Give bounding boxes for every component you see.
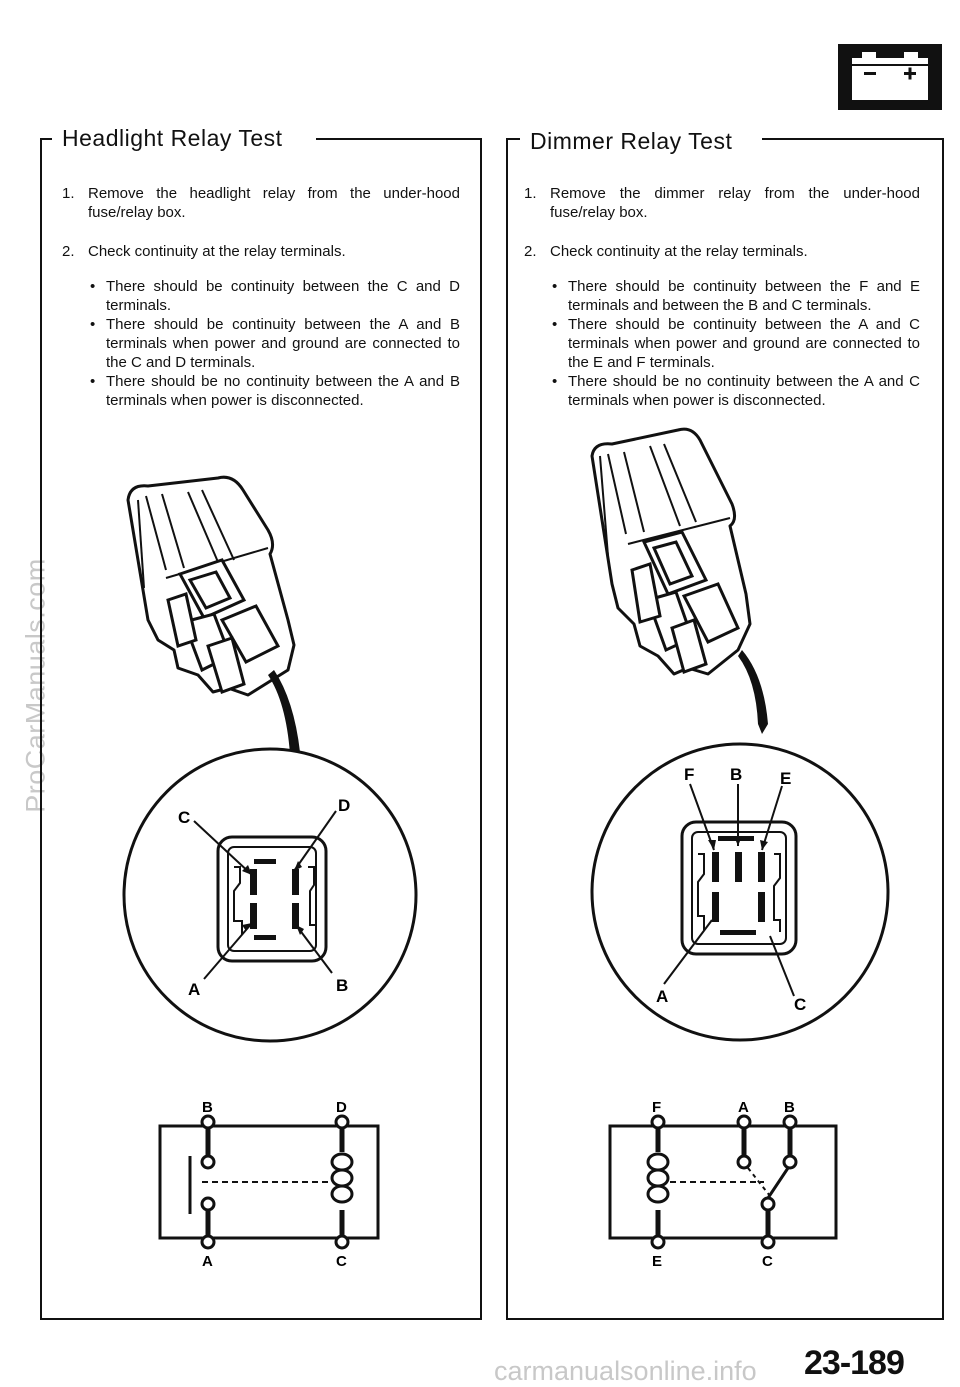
headlight-relay-schematic [150,1096,390,1276]
headlight-panel-top-left [40,138,52,140]
bullet-dot-icon: • [90,278,96,295]
bullet-dot-icon: • [552,373,558,390]
bullet-text: There should be continuity between the A and C terminals when power and ground are connected to the E and F terminals. [568,316,920,371]
connector-label-b: B [336,976,349,995]
side-watermark: ProCarManuals.com [20,558,51,813]
connector-label-c: C [794,995,807,1014]
dimmer-step-2 [524,242,920,261]
step-number: 1. [62,185,75,202]
step-number: 2. [62,243,75,260]
headlight-bullets [62,277,460,410]
step-number: 1. [524,185,537,202]
schematic-label-d: D [336,1099,347,1116]
headlight-bullet [86,372,460,410]
step-text: Check continuity at the relay terminals. [88,243,346,260]
headlight-bullet [86,315,460,372]
connector-label-a: A [188,980,201,999]
step-text: Check continuity at the relay terminals. [550,243,808,260]
dimmer-step-1 [524,184,920,222]
headlight-connector-detail [118,745,428,1045]
dimmer-title: Dimmer Relay Test [530,128,733,154]
bullet-dot-icon: • [90,316,96,333]
schematic-label-a: A [202,1253,213,1270]
bullet-text: There should be continuity between the A and B terminals when power and ground are connected to the C and D terminals. [106,316,460,371]
dimmer-steps [524,184,920,410]
connector-label-e: E [780,769,792,788]
bullet-text: There should be no continuity between the A and B terminals when power is disconnected. [106,373,460,409]
connector-label-a: A [656,987,669,1006]
dimmer-bullet [548,315,920,372]
connector-label-f: F [684,765,695,784]
dimmer-relay-illustration [578,424,768,734]
schematic-label-e: E [652,1253,663,1270]
dimmer-connector-detail [584,740,904,1048]
page-number: 23-189 [804,1344,904,1382]
bullet-dot-icon: • [552,316,558,333]
step-text: Remove the dimmer relay from the under-hood fuse/relay box. [550,185,920,221]
connector-label-c: C [178,808,191,827]
step-number: 2. [524,243,537,260]
battery-icon [838,44,942,110]
step-text: Remove the headlight relay from the under-hood fuse/relay box. [88,185,460,221]
dimmer-panel-top-left [506,138,520,140]
schematic-label-c: C [762,1253,773,1270]
dimmer-bullet [548,277,920,315]
dimmer-bullets [524,277,920,410]
bullet-dot-icon: • [90,373,96,390]
schematic-label-b: B [784,1099,795,1116]
connector-label-d: D [338,796,351,815]
schematic-label-f: F [652,1099,662,1116]
schematic-label-b: B [202,1099,213,1116]
dimmer-bullet [548,372,920,410]
dimmer-panel-top-right [762,138,942,140]
headlight-step-2 [62,242,460,261]
headlight-step-1 [62,184,460,222]
bullet-dot-icon: • [552,278,558,295]
bullet-text: There should be continuity between the C and D terminals. [106,278,460,314]
bullet-text: There should be continuity between the F and E terminals and between the B and C terminals. [568,278,920,314]
headlight-steps [62,184,460,410]
schematic-label-a: A [738,1099,749,1116]
connector-label-b: B [730,765,743,784]
headlight-bullet [86,277,460,315]
dimmer-relay-schematic [598,1096,848,1276]
headlight-title: Headlight Relay Test [62,125,283,151]
schematic-label-c: C [336,1253,347,1270]
headlight-panel-top-right [316,138,480,140]
bullet-text: There should be no continuity between the A and C terminals when power is disconnected. [568,373,920,409]
footer-watermark: carmanualsonline.info [494,1356,757,1386]
headlight-relay-illustration [118,470,308,760]
